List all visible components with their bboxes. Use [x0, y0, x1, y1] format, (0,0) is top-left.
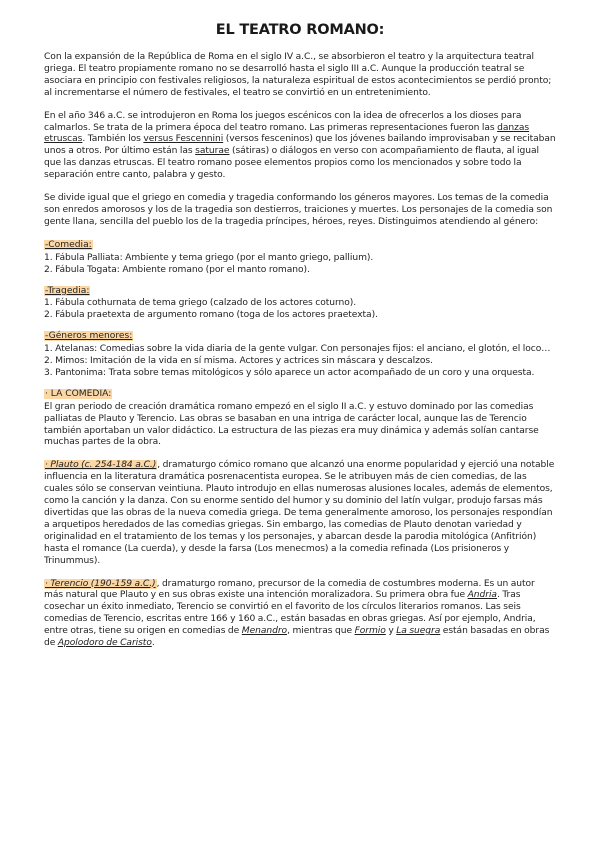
la-comedia-heading: · LA COMEDIA:: [45, 388, 112, 399]
versus-fescennini-term: versus Fescennini: [143, 134, 224, 145]
menores-heading: -Géneros menores:: [45, 331, 133, 342]
saturae-term: saturae: [195, 146, 230, 157]
terencio-name: · Terencio (190-159 a.C.): [45, 578, 156, 589]
list-item: 3. Pantonima: Trata sobre temas mitológicos y sólo aparece un actor acompañado de un coro y una orquesta.: [44, 367, 535, 378]
formio-link: Formio: [354, 626, 386, 637]
list-item: 2. Fábula Togata: Ambiente romano (por el manto romano).: [44, 264, 310, 275]
andria-link: Andria: [467, 590, 497, 601]
menandro-link: Menandro: [241, 626, 288, 637]
comedia-heading: -Comedia:: [45, 239, 92, 250]
comedia-list: [44, 253, 556, 277]
danzas-etruscas-term: danzas etruscas: [44, 122, 530, 145]
list-item: 2. Mimos: Imitación de la vida en sí misma. Actores y actrices sin máscara y descalzos.: [44, 356, 433, 367]
plauto-name: · Plauto (c. 254-184 a.C.): [45, 460, 157, 471]
la-comedia-paragraph: El gran periodo de creación dramática romano empezó en el siglo II a.C. y estuvo dominado por las comedias palliatas de Plauto y Terencio. Las obras se basaban en una intriga de carácter local, aunque las de Terencio también aportaban un valor didáctico. La estructura de las piezas era muy dinámica y además solían cantarse muchas partes de la obra.: [44, 401, 539, 448]
list-item: 1. Fábula Palliata: Ambiente y tema griego (por el manto griego, pallium).: [44, 252, 374, 263]
page-title: EL TEATRO ROMANO:: [215, 22, 385, 38]
terencio-paragraph: · Terencio (190-159 a.C.), dramaturgo romano, precursor de la comedia de costumbres moderna. Es un autor más natural que Plauto y en sus obras existe una intención moralizadora. Su primera obra fue Andria. Tras cosechar un éxito inmediato, Terencio se convirtió en el favorito de los círculos literarios romanos. Las seis comedias de Terencio, escritas entre 166 y 160 a.C., están basadas en obras griegas. Así por ejemplo, Andria, entre otras, tiene su origen en comedias de Menandro, mientras que Formio y La suegra están basadas en obras de Apolodoro de Caristo.: [44, 578, 550, 649]
tragedia-heading: -Tragedia:: [45, 285, 90, 296]
list-item: 1. Fábula cothurnata de tema griego (calzado de los actores coturno).: [44, 298, 357, 309]
apolodoro-link: Apolodoro de Caristo: [57, 638, 152, 649]
list-item: 2. Fábula praetexta de argumento romano (toga de los actores praetexta).: [44, 310, 378, 321]
plauto-paragraph: · Plauto (c. 254-184 a.C.), dramaturgo cómico romano que alcanzó una enorme popularidad y ejerció una notable influencia en la literatura dramática posrenacentista europea. Se le atribuyen más de cien comedias, de las cuales sólo se conservan veintiuna. Plauto introdujo en ellas numerosas alusiones locales, además de elementos, como la canción y la danza. Con su enorme sentido del humor y su dominio del latín vulgar, produjo farsas más divertidas que las obras de la nueva comedia griega. De tema generalmente amoroso, los personajes respondían a arquetipos heredados de las comedias griegas. Sin embargo, las comedias de Plauto denotan variedad y originalidad en el tratamiento de los temas y los personajes, y abarcan desde la parodia mitológica (Anfitrión) hasta el romance (La cuerda), y desde la farsa (Los menecmos) a la comedia refinada (Los prisioneros y Trinummus).: [44, 460, 555, 566]
origins-paragraph: En el año 346 a.C. se introdujeron en Roma los juegos escénicos con la idea de ofrecerlos a los dioses para calmarlos. Se trata de la primera época del teatro romano. Las primeras representaciones fueron las danzas etruscas. También los versus Fescennini (versos fesceninos) que los jóvenes bailando improvisaban y se recitaban unos a otros. Por último están las saturae (sátiras) o diálogos en verso con acompañamiento de flauta, al igual que las danzas etruscas. El teatro romano posee elementos propios como los mencionados y sobre todo la separación entre canto, palabra y gesto.: [44, 110, 556, 181]
genres-paragraph: Se divide igual que el griego en comedia y tragedia conformando los géneros mayores. Los temas de la comedia son enredos amorosos y los de la tragedia son destierros, traiciones y muertes. Los personajes de la comedia son gente llana, sencilla del pueblo los de la tragedia príncipes, héroes, reyes. Distinguimos atendiendo al género:: [44, 193, 553, 227]
tragedia-list: [44, 298, 556, 322]
intro-paragraph: Con la expansión de la República de Roma en el siglo IV a.C., se absorbieron el teatro y la arquitectura teatral griega. El teatro propiamente romano no se desarrolló hasta el siglo III a.C. Aunque la producción teatral se asociara en principio con festivales religiosos, la naturaleza espiritual de estos acontecimientos se perdió pronto; al incrementarse el número de festivales, el teatro se convirtió en un entretenimiento.: [44, 52, 552, 98]
la-suegra-link: La suegra: [396, 626, 441, 637]
list-item: 1. Atelanas: Comedias sobre la vida diaria de la gente vulgar. Con personajes fijos: el anciano, el glotón, el loco…: [44, 344, 551, 355]
menores-list: [44, 344, 556, 380]
